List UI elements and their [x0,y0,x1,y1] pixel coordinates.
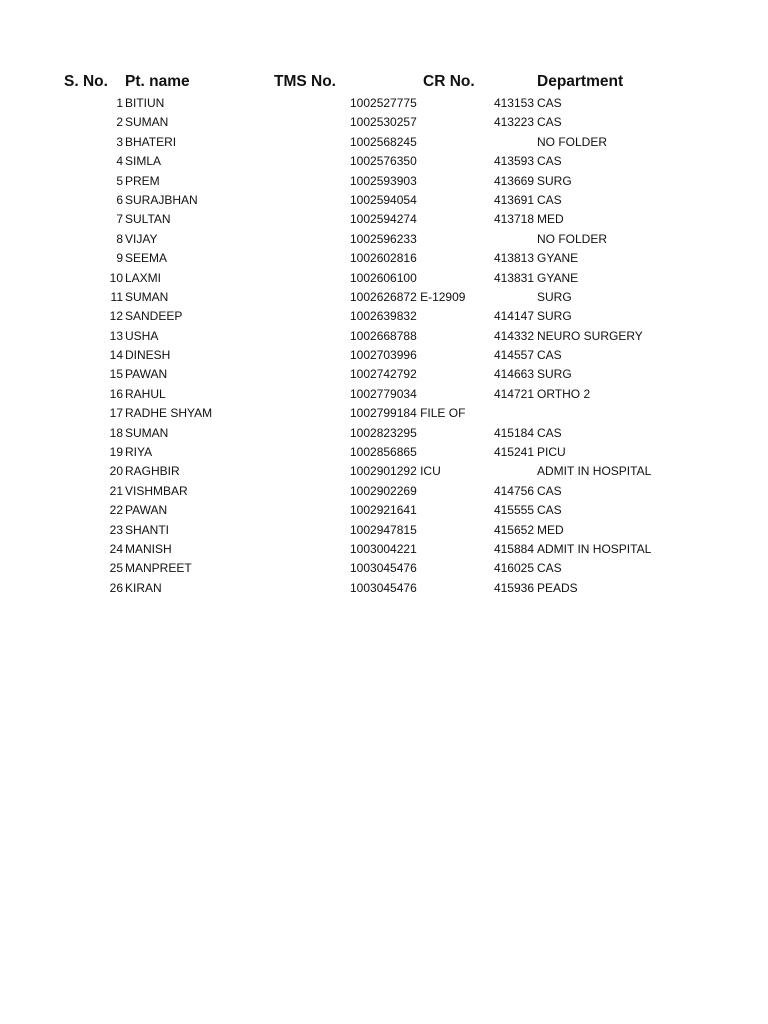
cell-patient-name: SULTAN [125,212,171,227]
cell-patient-name: RAGHBIR [125,464,180,479]
cell-department: CAS [537,96,562,110]
cell-tms-no: 1002593903 [350,173,417,188]
table-row [0,152,768,171]
cell-cr-no: 414557 [493,348,534,363]
cell-department: CAS [537,483,562,498]
cell-sno: 20 [109,464,123,479]
table-row [0,365,768,384]
cell-patient-name: SIMLA [125,154,162,169]
cell-cr-no: 416025 [493,561,534,576]
cell-tms-no: 1002823295 [350,425,417,440]
cell-cr-no: 413153 [493,96,534,110]
cell-department: CAS [537,115,562,130]
cell-department: CAS [537,348,562,363]
cell-cr-no: 415241 [493,445,534,460]
cell-tms-no: 1002602816 [350,251,417,266]
cell-cr-no: 413718 [493,212,534,227]
cell-department: MED [537,212,564,227]
cell-sno: 22 [109,503,123,518]
header-cr-no: CR No. [423,73,475,90]
cell-tms-no: 1002594054 [350,192,417,207]
cell-department: SURG [537,309,572,324]
cell-sno: 13 [109,328,123,343]
cell-sno: 6 [116,192,123,207]
cell-sno: 1 [116,96,123,110]
cell-tms-no: 1002921641 [350,503,417,518]
cell-sno: 14 [109,348,123,363]
cell-department: GYANE [537,270,579,285]
cell-cr-no: 413669 [493,173,534,188]
table-row [0,385,768,404]
table-row [0,482,768,501]
table-row [0,133,768,152]
cell-patient-name: VIJAY [125,231,158,246]
cell-patient-name: DINESH [125,348,171,363]
table-row [0,210,768,229]
cell-patient-name: VISHMBAR [125,483,188,498]
cell-sno: 18 [109,425,123,440]
cell-tms-no: 1003045476 [350,561,417,576]
cell-patient-name: PREM [125,173,160,188]
cell-patient-name: SANDEEP [125,309,183,324]
table-row [0,404,768,423]
cell-department: SURG [537,289,572,304]
table-row [0,327,768,346]
cell-cr-no: 413691 [493,192,534,207]
cell-patient-name: BHATERI [125,134,177,149]
cell-sno: 15 [109,367,123,382]
cell-sno: 8 [116,231,123,246]
cell-cr-no: 413593 [493,154,534,169]
table-row [0,346,768,365]
cell-cr-no: 414332 [493,328,534,343]
cell-patient-name: USHA [125,328,159,343]
cell-sno: 12 [109,309,123,324]
cell-tms-no: 1002799184 FILE OF [350,406,466,421]
cell-tms-no: 1003004221 [350,541,417,556]
cell-patient-name: SUMAN [125,289,169,304]
cell-cr-no: 413223 [493,115,534,130]
cell-tms-no: 1002527775 [350,96,417,110]
cell-tms-no: 1002742792 [350,367,417,382]
table-row [0,288,768,307]
cell-department: SURG [537,173,572,188]
cell-sno: 16 [109,386,123,401]
cell-sno: 21 [109,483,123,498]
cell-cr-no: 414756 [493,483,534,498]
cell-cr-no: 415884 [493,541,534,556]
cell-sno: 23 [109,522,123,537]
table-row [0,462,768,481]
cell-patient-name: MANISH [125,541,172,556]
cell-tms-no: 1002639832 [350,309,417,324]
table-row [0,307,768,326]
cell-patient-name: PAWAN [125,367,168,382]
cell-department: CAS [537,192,562,207]
cell-patient-name: KIRAN [125,580,162,595]
cell-sno: 9 [116,251,123,266]
cell-sno: 10 [109,270,123,285]
cell-tms-no: 1002530257 [350,115,417,130]
cell-tms-no: 1002947815 [350,522,417,537]
cell-department: ORTHO 2 [537,386,591,401]
cell-patient-name: SUMAN [125,425,169,440]
patient-rows [0,94,768,598]
header-tms-no: TMS No. [274,73,336,90]
table-row [0,501,768,520]
cell-patient-name: SEEMA [125,251,168,266]
cell-patient-name: LAXMI [125,270,162,285]
table-row [0,230,768,249]
cell-patient-name: SURAJBHAN [125,192,198,207]
header-department: Department [537,73,624,90]
cell-department: CAS [537,154,562,169]
cell-department: CAS [537,561,562,576]
cell-department: GYANE [537,251,579,266]
cell-cr-no: 415555 [493,503,534,518]
header-sno: S. No. [64,73,108,90]
cell-patient-name: RIYA [125,445,153,460]
cell-tms-no: 1002576350 [350,154,417,169]
cell-tms-no: 1003045476 [350,580,417,595]
cell-tms-no: 1002596233 [350,231,417,246]
cell-patient-name: BITIUN [125,96,165,110]
cell-tms-no: 1002606100 [350,270,417,285]
cell-patient-name: RADHE SHYAM [125,406,213,421]
cell-patient-name: SUMAN [125,115,169,130]
table-row [0,172,768,191]
cell-patient-name: SHANTI [125,522,170,537]
cell-department: SURG [537,367,572,382]
cell-sno: 5 [116,173,123,188]
cell-cr-no: 414663 [493,367,534,382]
cell-cr-no: 415184 [493,425,534,440]
cell-tms-no: 1002703996 [350,348,417,363]
header-patient-name: Pt. name [125,73,190,90]
table-row [0,191,768,210]
cell-sno: 4 [116,154,123,169]
cell-tms-no: 1002626872 E-12909 [350,289,466,304]
cell-sno: 3 [116,134,123,149]
table-row [0,113,768,132]
cell-tms-no: 1002594274 [350,212,417,227]
cell-sno: 26 [109,580,123,595]
cell-department: MED [537,522,564,537]
cell-sno: 17 [109,406,123,421]
cell-cr-no: 415936 [493,580,534,595]
cell-sno: 24 [109,541,123,556]
cell-department: ADMIT IN HOSPITAL [537,541,652,556]
table-row [0,424,768,443]
cell-department: ADMIT IN HOSPITAL [537,464,652,479]
table-row [0,249,768,268]
cell-cr-no: 414721 [493,386,534,401]
cell-patient-name: MANPREET [125,561,192,576]
table-row [0,443,768,462]
table-row [0,521,768,540]
cell-tms-no: 1002668788 [350,328,417,343]
cell-department: CAS [537,503,562,518]
cell-tms-no: 1002902269 [350,483,417,498]
cell-tms-no: 1002901292 ICU [350,464,441,479]
cell-cr-no: 413831 [493,270,534,285]
cell-sno: 7 [116,212,123,227]
cell-department: NO FOLDER [537,134,608,149]
cell-department: NO FOLDER [537,231,608,246]
cell-cr-no: 413813 [493,251,534,266]
table-row [0,540,768,559]
cell-sno: 19 [109,445,123,460]
cell-tms-no: 1002856865 [350,445,417,460]
cell-department: PICU [537,445,566,460]
cell-department: PEADS [537,580,578,595]
cell-sno: 25 [109,561,123,576]
cell-tms-no: 1002568245 [350,134,417,149]
cell-patient-name: RAHUL [125,386,166,401]
cell-department: CAS [537,425,562,440]
table-row [0,94,768,113]
cell-sno: 11 [110,289,123,304]
table-row [0,269,768,288]
cell-patient-name: PAWAN [125,503,168,518]
cell-cr-no: 414147 [493,309,534,324]
table-row [0,559,768,578]
cell-cr-no: 415652 [493,522,534,537]
cell-tms-no: 1002779034 [350,386,417,401]
table-row [0,579,768,598]
cell-department: NEURO SURGERY [537,328,643,343]
cell-sno: 2 [116,115,123,130]
